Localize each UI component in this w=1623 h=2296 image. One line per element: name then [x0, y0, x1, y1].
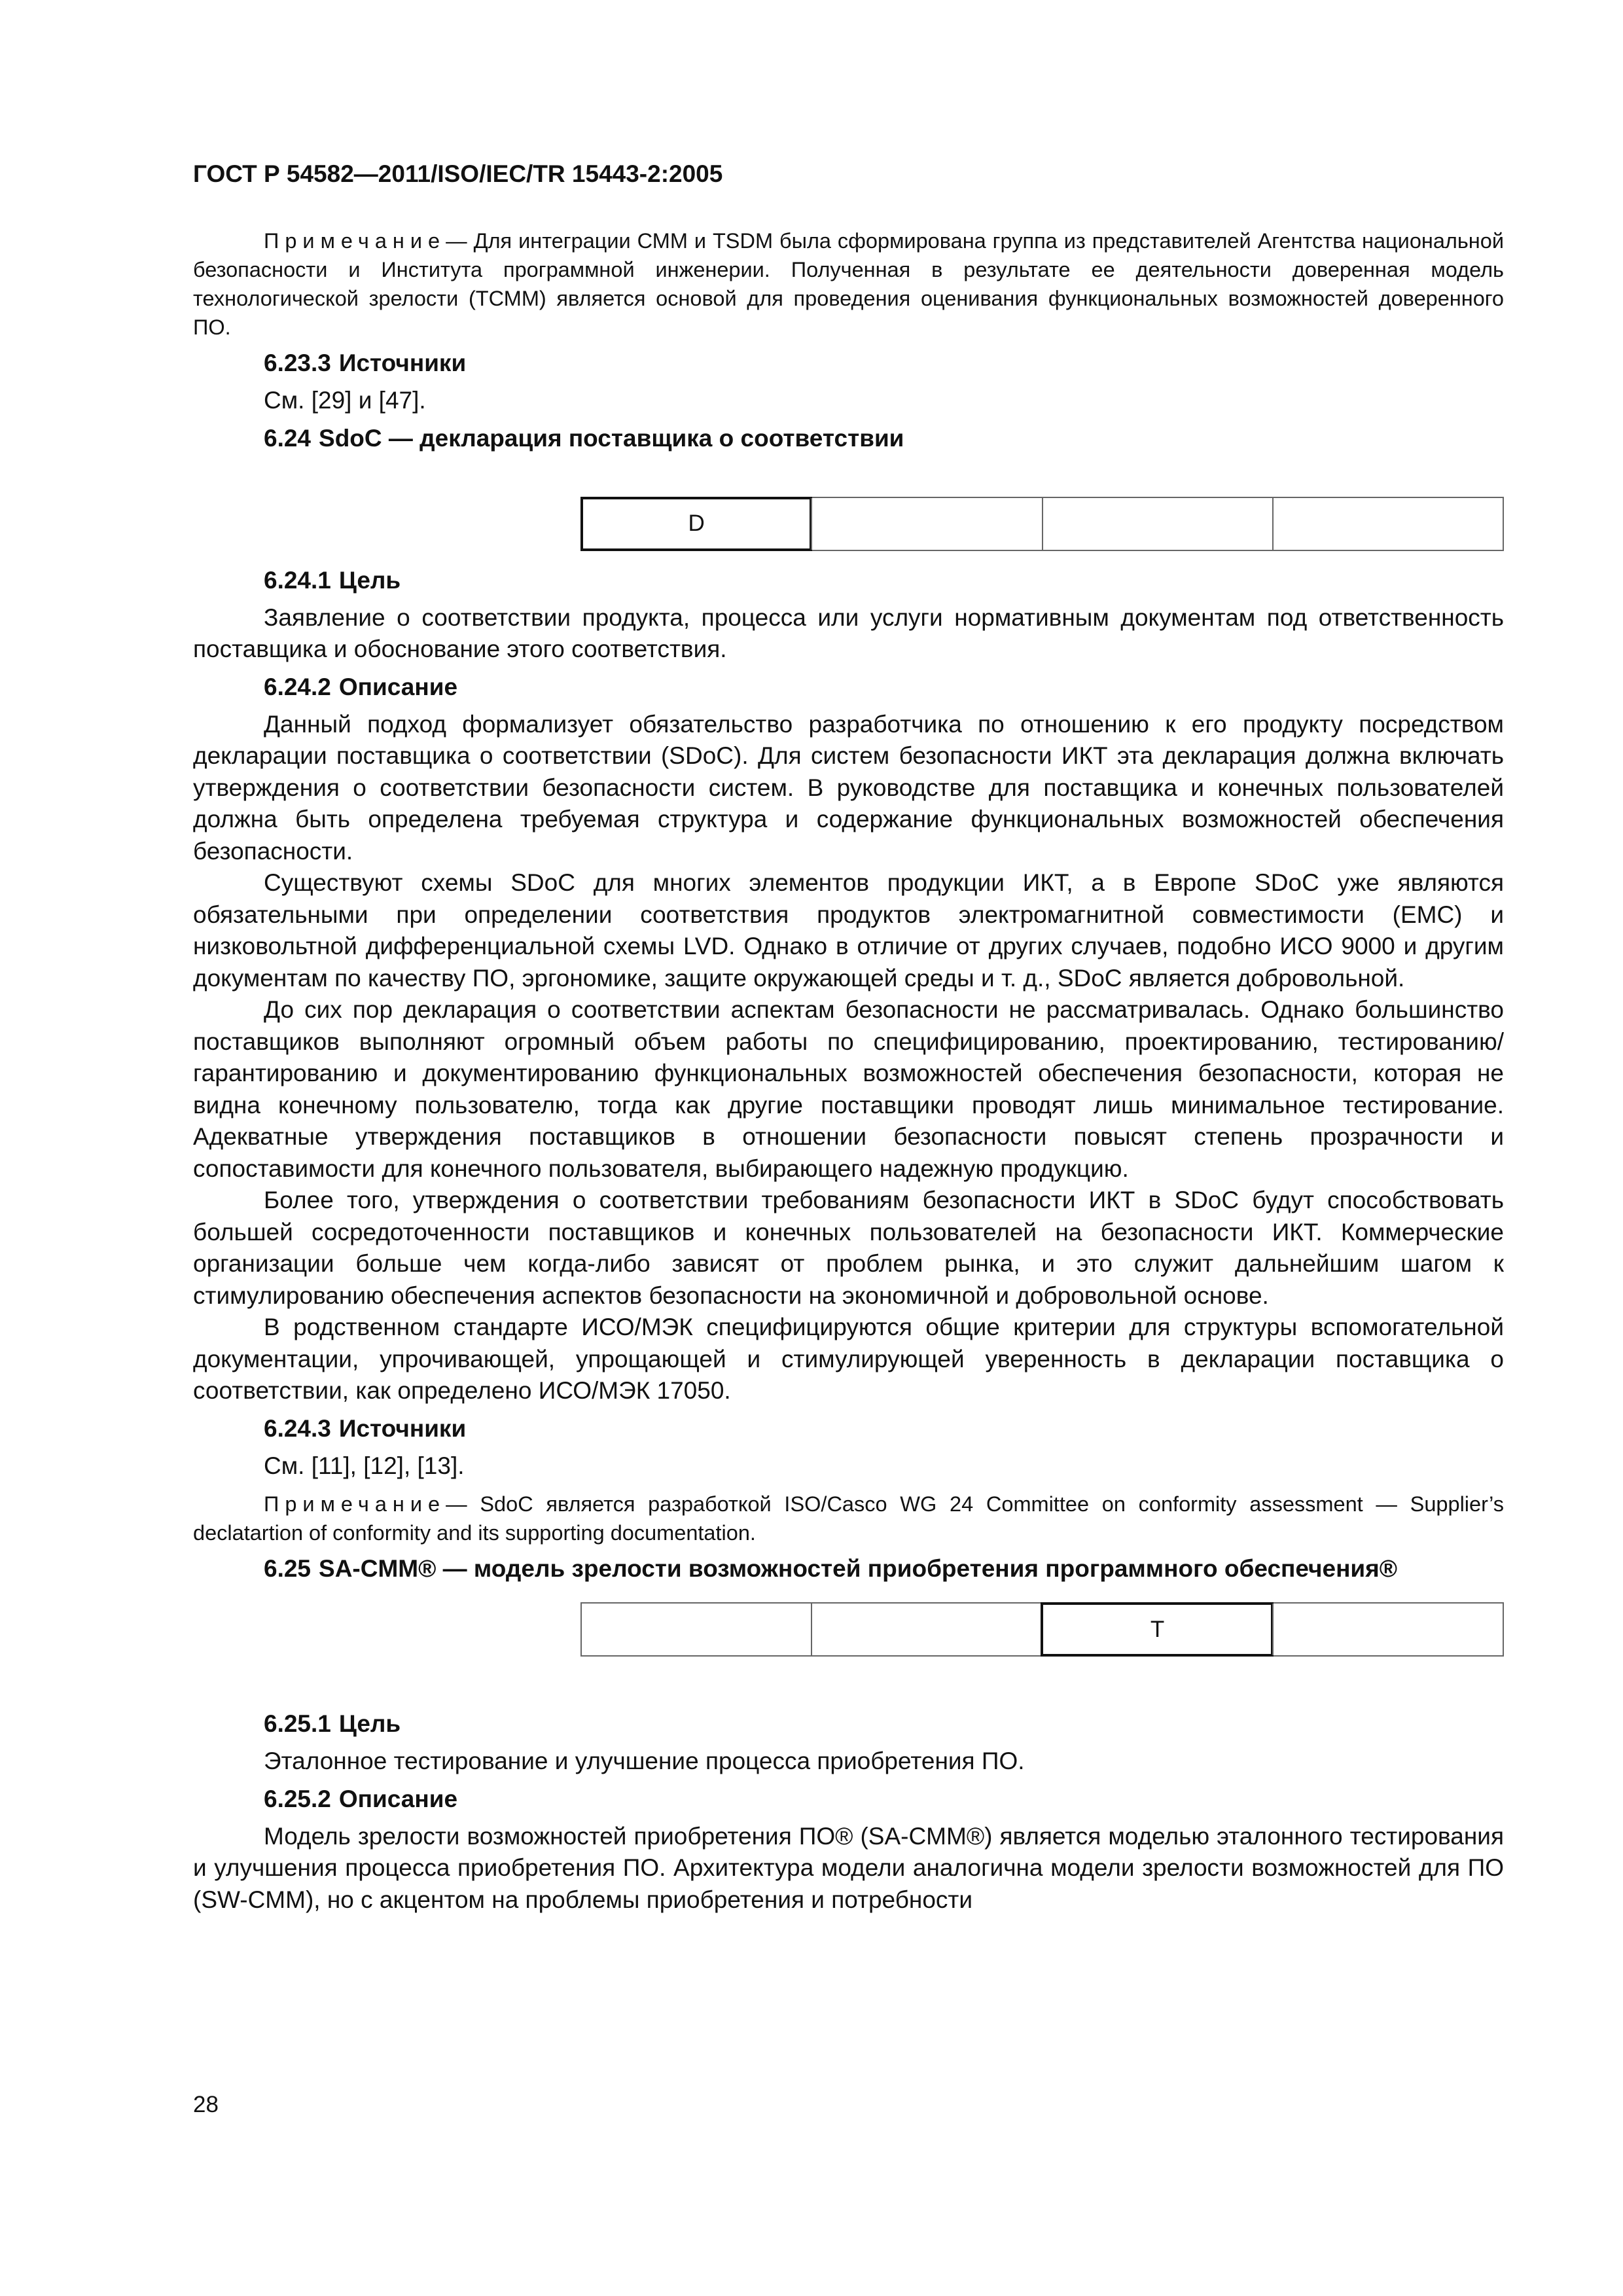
section-heading-6-24-3 — [193, 1413, 1504, 1444]
section-heading-6-24-2 — [193, 672, 1504, 703]
section-number: 6.25 — [264, 1555, 312, 1582]
paragraph: В родственном стандарте ИСО/МЭК специфицируются общие критерии для структуры вспомогательной документации, упрочивающей, упрощающей и стимулирующей уверенность в декларации поставщика о соответствии, как определено ИСО/МЭК 17050. — [193, 1314, 1504, 1404]
paragraph: Эталонное тестирование и улучшение процесса приобретения ПО. — [264, 1748, 1025, 1774]
section-title: Источники — [338, 1414, 467, 1442]
section-heading-6-24-1 — [193, 565, 1504, 596]
section-number: 6.24.3 — [264, 1414, 331, 1442]
grid-cell: T — [1042, 1604, 1272, 1655]
section-heading-6-25-2 — [193, 1784, 1504, 1815]
note-lead: Примечание — [264, 229, 446, 253]
note-text: — Для интеграции СММ и TSDM была сформирована группа из представителей Агентства национальной безопасности и Института программной инженерии. Полученная в результате ее деятельности доверенная модель технологической зрелости (ТСММ) является основой для проведения оценивания функциональных возможностей доверенного ПО. — [193, 229, 1504, 339]
classification-grid-6-25 — [580, 1602, 1504, 1657]
section-number: 6.24.2 — [264, 673, 331, 700]
section-number: 6.24 — [264, 424, 312, 452]
paragraph: Более того, утверждения о соответствии требованиям безопасности ИКТ в SDoC будут способствовать большей сосредоточенности поставщиков и конечных пользователей на безопасности ИКТ. Коммерческие организации больше чем когда-либо зависят от проблем рынка, и это служит дальнейшим шагом к стимулированию обеспечения аспектов безопасности на экономичной и добровольной основе. — [193, 1187, 1504, 1309]
document-header: ГОСТ Р 54582—2011/ISO/IEC/TR 15443-2:2005 — [193, 160, 723, 187]
paragraph: См. [11], [12], [13]. — [264, 1452, 465, 1479]
paragraph: См. [29] и [47]. — [264, 387, 426, 414]
note-lead: Примечание — [264, 1492, 446, 1516]
section-heading-6-23-3 — [193, 348, 1504, 379]
grid-cell — [811, 1604, 1041, 1655]
section-title: SdoC — декларация поставщика о соответствии — [319, 424, 904, 452]
section-title: Источники — [338, 350, 467, 376]
paragraph: До сих пор декларация о соответствии аспектам безопасности не рассматривалась. Однако большинство поставщиков выполняют огромный объем работы по специфицированию, проектированию, тестированию/гарантированию и документированию функциональных возможностей обеспечения безопасности, которая не видна конечному пользователю, тогда как другие поставщики проводят лишь минимальное тестирование. Адекватные утверждения поставщиков в отношении безопасности повысят степень прозрачности и сопоставимости для конечного пользователя, выбирающего надежную продукцию. — [193, 996, 1504, 1182]
grid-cell: D — [582, 498, 811, 550]
section-title: Описание — [338, 673, 458, 700]
grid-cell — [582, 1604, 811, 1655]
grid-cell — [1042, 498, 1272, 550]
grid-cell — [1272, 498, 1503, 550]
section-number: 6.24.1 — [264, 566, 331, 594]
grid-cell — [1272, 1604, 1503, 1655]
paragraph: Модель зрелости возможностей приобретения ПО® (SA-CMM®) является моделью эталонного тестирования и улучшения процесса приобретения ПО. Архитектура модели аналогична модели зрелости возможностей для ПО (SW-CMM), но с акцентом на проблемы приобретения и потребности — [193, 1822, 1504, 1913]
classification-grid-6-24 — [580, 497, 1504, 551]
section-title: SA-CMM® — модель зрелости возможностей приобретения программного обеспечения® — [319, 1555, 1398, 1582]
section-heading-6-25-1 — [193, 1708, 1504, 1740]
section-number: 6.25.2 — [264, 1785, 331, 1812]
paragraph: Заявление о соответствии продукта, процесса или услуги нормативным документам под ответственность поставщика и обоснование этого соответствия. — [193, 603, 1504, 662]
section-heading-6-24 — [193, 423, 1504, 454]
note-text: — SdoC является разработкой ISO/Casco WG 24 Committee on conformity assessment — Supplier’s declatartion of conformity and its supporting documentation. — [193, 1492, 1504, 1545]
paragraph: Существуют схемы SDoC для многих элементов продукции ИКТ, а в Европе SDoC уже являются обязательными при определении соответствия продуктов электромагнитной совместимости (ЕМС) и низковольтной дифференциальной схемы LVD. Однако в отличие от других случаев, подобно ИСО 9000 и другим документам по качеству ПО, эргономике, защите окружающей среды и т. д., SDoC является добровольной. — [193, 869, 1504, 992]
document-page — [193, 157, 1504, 1916]
grid-cell — [811, 498, 1041, 550]
section-heading-6-25 — [193, 1553, 1504, 1585]
note-1 — [193, 226, 1504, 342]
section-number: 6.25.1 — [264, 1710, 331, 1737]
page-number: 28 — [193, 2092, 219, 2117]
note-2 — [193, 1490, 1504, 1547]
section-title: Цель — [338, 566, 401, 594]
section-number: 6.23.3 — [264, 350, 331, 376]
paragraph: Данный подход формализует обязательство разработчика по отношению к его продукту посредством декларации поставщика о соответствии (SDoC). Для систем безопасности ИКТ эта декларация должна включать утверждения о соответствии безопасности систем. В руководстве для поставщика и конечных пользователей должна быть определена требуемая структура и содержание функциональных возможностей обеспечения безопасности. — [193, 710, 1504, 865]
section-title: Цель — [338, 1710, 401, 1737]
section-title: Описание — [338, 1785, 458, 1812]
